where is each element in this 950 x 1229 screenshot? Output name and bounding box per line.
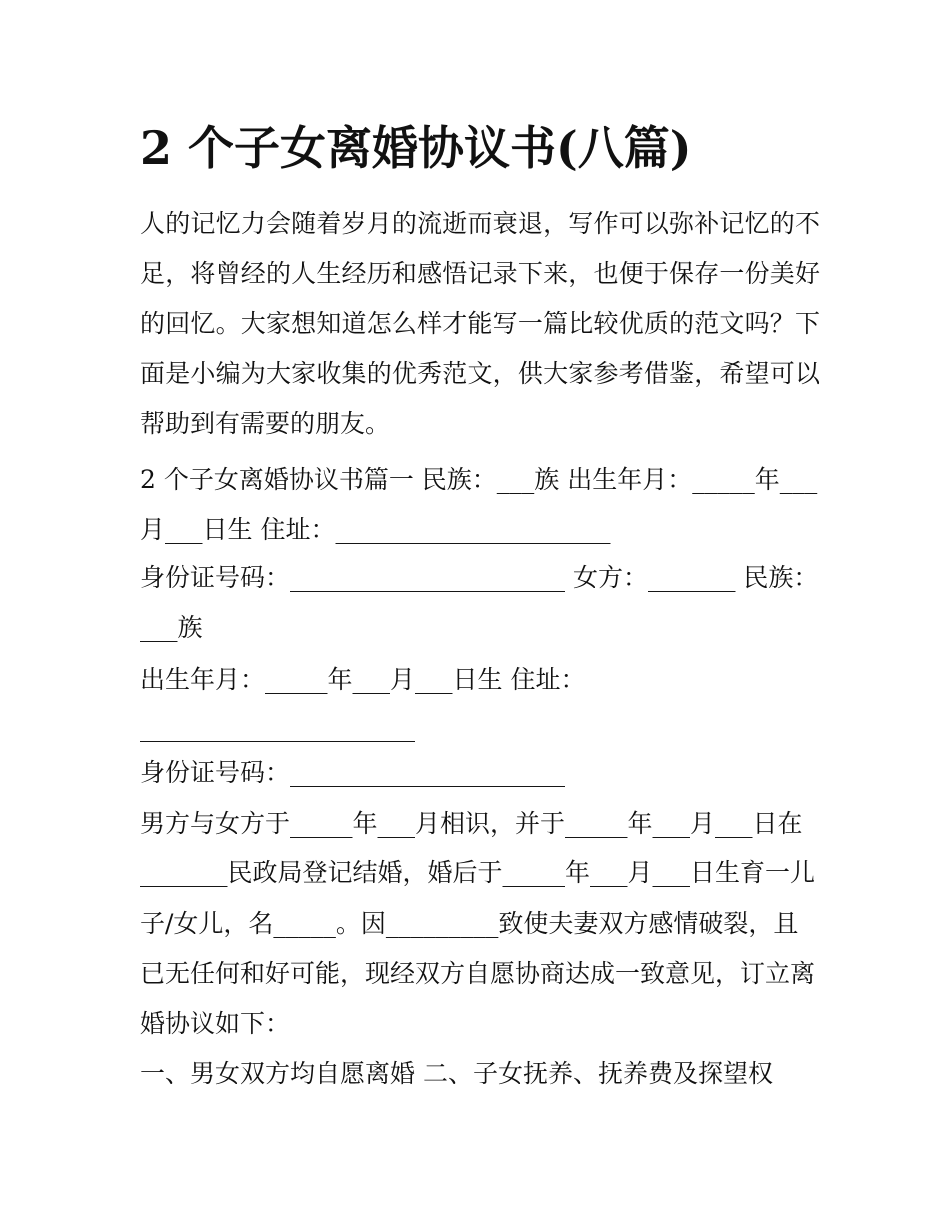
document-title: 2 个子女离婚协议书(八篇) xyxy=(140,121,692,175)
text-line: 月___日生 住址：______________________ xyxy=(140,515,611,544)
text-line: 身份证号码：______________________ xyxy=(140,758,566,787)
text-line: ___族 xyxy=(140,613,203,642)
text-line: 一、男女双方均自愿离婚 二、子女抚养、抚养费及探望权 xyxy=(140,1059,773,1088)
text-line: _______民政局登记结婚，婚后于_____年___月___日生育一儿 xyxy=(140,858,816,887)
text-line: 子/女儿，名_____。因_________致使夫妻双方感情破裂，且 xyxy=(140,909,799,938)
intro-paragraph: 人的记忆力会随着岁月的流逝而衰退，写作可以弥补记忆的不足，将曾经的人生经历和感悟记录下来，也便于保存一份美好的回忆。大家想知道怎么样才能写一篇比较优质的范文吗？下面是小编为大家收集的优秀范文，供大家参考借鉴，希望可以帮助到有需要的朋友。 xyxy=(140,209,820,438)
text-line: 已无任何和好可能，现经双方自愿协商达成一致意见，订立离 xyxy=(140,959,816,988)
text-line: 男方与女方于_____年___月相识，并于_____年___月___日在 xyxy=(140,809,803,838)
text-line: ______________________ xyxy=(140,713,415,742)
text-line: 身份证号码：______________________ 女方：_______ 民族： xyxy=(140,563,819,592)
text-line: 2 个子女离婚协议书篇一 民族：___族 出生年月：_____年___ xyxy=(140,465,818,494)
text-line: 出生年月：_____年___月___日生 住址： xyxy=(140,665,586,694)
text-line: 婚协议如下： xyxy=(140,1009,291,1038)
